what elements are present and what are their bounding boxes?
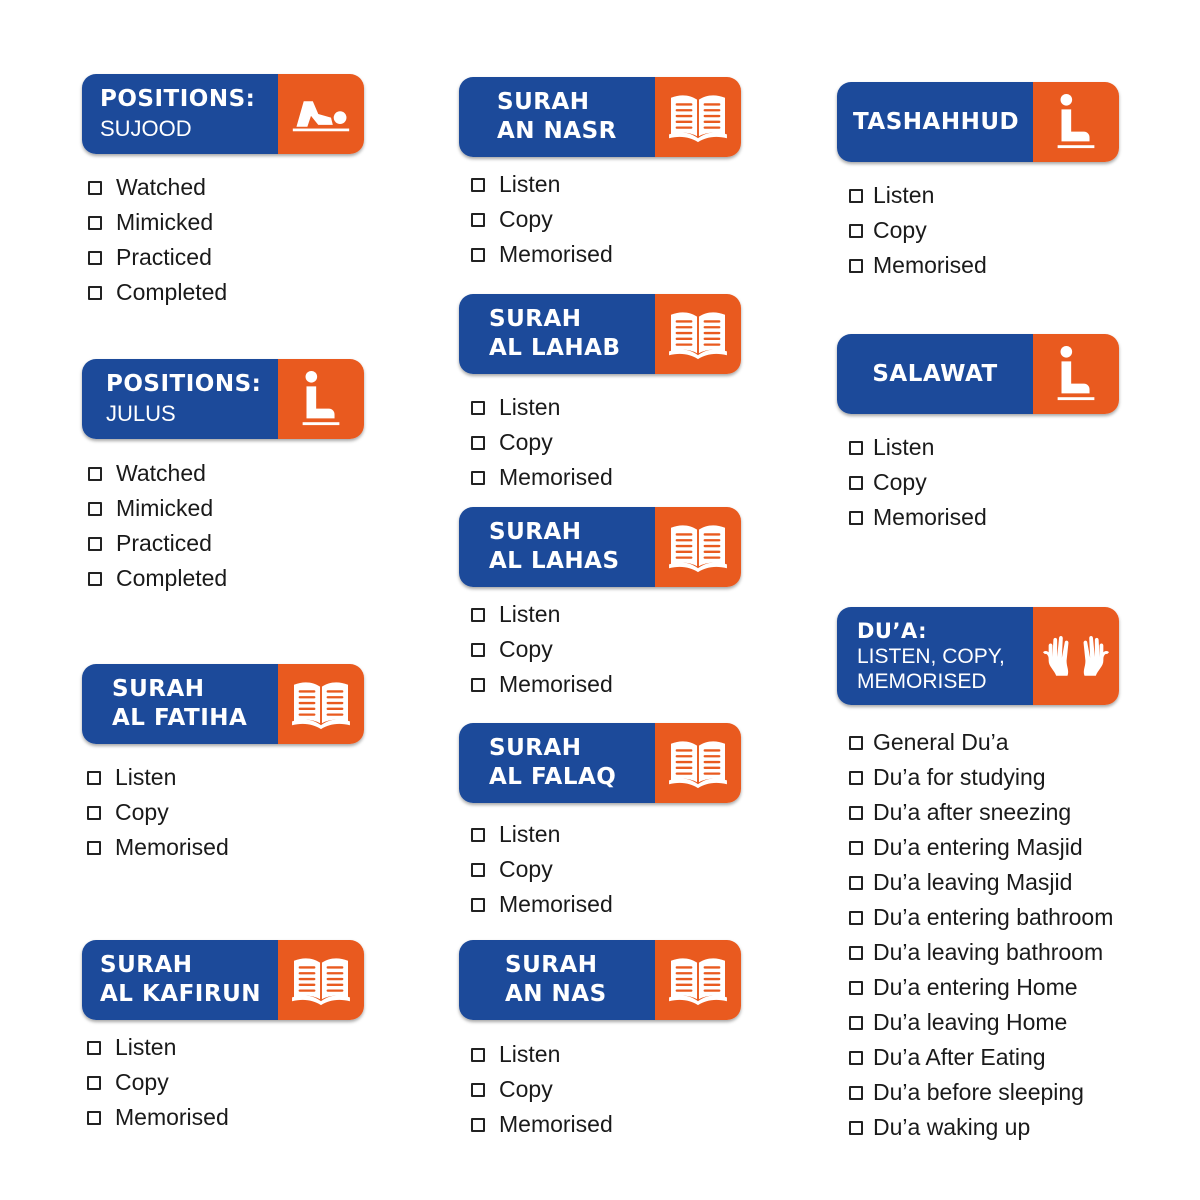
open-book-icon [667,953,729,1007]
checklist-item-label: Memorised [115,834,229,860]
checklist-item-label: Copy [115,1069,169,1095]
checkbox[interactable] [849,981,863,995]
raised-hands-icon [1043,632,1109,680]
checklist-item[interactable] [849,970,1119,1005]
badge-surah-al-lahab [459,294,741,374]
badge-icon-area [655,940,741,1020]
badge-title-bold: DU’A: [857,619,928,643]
checklist-item-label: Copy [499,636,553,662]
card-surah-al-lahas [459,507,741,702]
checklist-item-label: Copy [873,217,927,243]
checklist-item-label: Du’a leaving Home [873,1009,1068,1035]
checklist-item[interactable] [471,852,741,887]
open-book-icon [667,307,729,361]
checkbox[interactable] [471,401,485,415]
checklist [87,760,364,865]
checklist-item-label: Du’a before sleeping [873,1079,1084,1105]
checklist [849,178,1119,283]
badge-title-line2: AL FALAQ [489,764,617,790]
badge-icon-area [278,74,364,154]
checklist-item[interactable] [471,460,741,495]
badge-icon-area [655,507,741,587]
badge-title-text: SALAWAT [872,360,998,387]
checkbox[interactable] [849,876,863,890]
card-surah-al-lahab [459,294,741,495]
badge-title-bold: POSITIONS: [106,371,262,397]
badge-surah-an-nas [459,940,741,1020]
checkbox[interactable] [87,771,101,785]
checklist-item[interactable] [849,465,1119,500]
checklist-item-label: Du’a waking up [873,1114,1031,1140]
card-salawat [837,334,1119,535]
checklist-item-label: Copy [499,206,553,232]
checkbox[interactable] [471,178,485,192]
prostration-icon [291,94,351,134]
checkbox[interactable] [88,502,102,516]
checkbox[interactable] [471,1118,485,1132]
checklist-item[interactable] [471,390,741,425]
card-surah-al-falaq [459,723,741,922]
checkbox[interactable] [471,678,485,692]
checklist-item[interactable] [471,167,741,202]
checklist-item[interactable] [88,240,364,275]
open-book-icon [667,736,729,790]
checklist-item-label: Listen [499,171,561,197]
badge-title-line1: SURAH [489,306,582,332]
checklist-item[interactable] [471,202,741,237]
checkbox[interactable] [471,471,485,485]
checklist-item[interactable] [849,795,1119,830]
checklist-item-label: Listen [499,821,561,847]
card-surah-an-nas [459,940,741,1142]
badge-icon-area [655,77,741,157]
checklist-item-label: Listen [115,1034,177,1060]
open-book-icon [290,677,352,731]
badge-title-line1: SURAH [112,676,205,702]
checklist-item-label: Du’a After Eating [873,1044,1046,1070]
badge-title-line2: AL FATIHA [112,705,248,731]
card-surah-an-nasr [459,77,741,272]
checklist-item-label: Du’a entering Home [873,974,1078,1000]
badge-title [459,940,655,1020]
checklist-item-label: Copy [115,799,169,825]
checklist [471,167,741,272]
badge-icon-area [278,359,364,439]
checklist-item-label: Listen [115,764,177,790]
badge-surah-an-nasr [459,77,741,157]
checklist-item-label: Listen [873,434,935,460]
checkbox[interactable] [849,946,863,960]
badge-title-text: TASHAHHUD [853,108,1020,135]
badge-dua [837,607,1119,705]
checklist-item[interactable] [849,935,1119,970]
checklist-item[interactable] [849,1075,1119,1110]
badge-title-regular: JULUS [106,401,176,426]
checklist-item-label: Memorised [873,252,987,278]
badge-title [82,359,278,439]
checklist [849,430,1119,535]
badge-title [459,77,655,157]
checklist-item[interactable] [849,725,1119,760]
checklist-item-label: Watched [116,174,206,200]
checkbox[interactable] [471,643,485,657]
badge-icon-area [1033,82,1119,162]
badge-title-line3: MEMORISED [857,670,987,693]
card-dua [837,607,1119,1145]
checklist-item[interactable] [87,1100,364,1135]
badge-title [837,82,1033,162]
checklist-item[interactable] [849,1110,1119,1145]
badge-icon-area [1033,607,1119,705]
checkbox[interactable] [88,537,102,551]
checklist-item[interactable] [471,1107,741,1142]
checklist-item[interactable] [88,491,364,526]
checklist [471,1037,741,1142]
badge-title [459,507,655,587]
checkbox[interactable] [849,511,863,525]
checklist-item-label: General Du’a [873,729,1009,755]
badge-salawat [837,334,1119,414]
checklist-item[interactable] [88,526,364,561]
checklist-item-label: Du’a leaving Masjid [873,869,1073,895]
checklist-item[interactable] [88,170,364,205]
checkbox[interactable] [87,806,101,820]
sitting-icon [1054,345,1098,403]
badge-title-line2: AN NAS [505,981,607,1007]
checklist-item[interactable] [88,456,364,491]
badge-surah-al-kafirun [82,940,364,1020]
checklist-item-label: Du’a entering bathroom [873,904,1114,930]
checklist-item-label: Listen [873,182,935,208]
card-tashahhud [837,82,1119,283]
checklist-item[interactable] [471,1072,741,1107]
badge-surah-al-lahas [459,507,741,587]
checklist-item-label: Practiced [116,530,212,556]
badge-icon-area [278,664,364,744]
checklist-item-label: Copy [499,856,553,882]
badge-surah-al-falaq [459,723,741,803]
checklist [87,1030,364,1135]
card-surah-al-kafirun [82,940,364,1135]
checklist [471,597,741,702]
checkbox[interactable] [471,608,485,622]
card-positions-sujood [82,74,364,310]
checklist-item-label: Copy [873,469,927,495]
badge-icon-area [1033,334,1119,414]
checklist-item[interactable] [471,1037,741,1072]
badge-title-line2: AL LAHAS [489,548,620,574]
badge-title-line2: AN NASR [497,118,617,144]
checkbox[interactable] [849,911,863,925]
checklist-item-label: Practiced [116,244,212,270]
checklist-item-label: Memorised [499,464,613,490]
checkbox[interactable] [849,476,863,490]
checkbox[interactable] [849,841,863,855]
checkbox[interactable] [849,441,863,455]
sitting-icon [1054,93,1098,151]
badge-title-line2: LISTEN, COPY, [857,645,1005,668]
checkbox[interactable] [849,771,863,785]
badge-title-regular: SUJOOD [100,116,192,141]
badge-title-bold: POSITIONS: [100,86,256,112]
badge-title [459,294,655,374]
checklist-item[interactable] [87,830,364,865]
checkbox[interactable] [849,736,863,750]
badge-icon-area [655,723,741,803]
checklist-item-label: Memorised [499,891,613,917]
open-book-icon [667,90,729,144]
checklist-item[interactable] [849,248,1119,283]
checklist [88,456,364,596]
checkbox[interactable] [849,1051,863,1065]
checkbox[interactable] [849,1016,863,1030]
checklist-item-label: Completed [116,279,228,305]
checklist-item[interactable] [87,1030,364,1065]
checklist-item-label: Memorised [499,1111,613,1137]
badge-title [82,74,278,154]
badge-title-line1: SURAH [497,89,590,115]
checklist-item[interactable] [471,817,741,852]
checklist-item[interactable] [849,1005,1119,1040]
checklist-item-label: Memorised [115,1104,229,1130]
checkbox[interactable] [849,806,863,820]
checklist-item[interactable] [88,275,364,310]
badge-title [82,664,278,744]
badge-positions-julus [82,359,364,439]
checkbox[interactable] [87,1041,101,1055]
checklist-item-label: Listen [499,394,561,420]
checklist-item-label: Listen [499,1041,561,1067]
badge-title [837,334,1033,414]
checklist-item-label: Memorised [499,241,613,267]
badge-icon-area [655,294,741,374]
checklist-item[interactable] [849,178,1119,213]
checklist-item[interactable] [471,887,741,922]
checklist-item-label: Listen [499,601,561,627]
checklist-item-label: Du’a after sneezing [873,799,1072,825]
checklist-item[interactable] [849,900,1119,935]
checklist-item[interactable] [849,760,1119,795]
checkbox[interactable] [471,828,485,842]
checklist [471,817,741,922]
open-book-icon [290,953,352,1007]
checklist-item[interactable] [471,632,741,667]
checklist-item[interactable] [471,597,741,632]
badge-title-line1: SURAH [505,952,598,978]
checkbox[interactable] [88,572,102,586]
checkbox[interactable] [471,1083,485,1097]
checklist-item[interactable] [87,1065,364,1100]
checkbox[interactable] [471,213,485,227]
checkbox[interactable] [88,467,102,481]
checklist-item[interactable] [471,667,741,702]
open-book-icon [667,520,729,574]
checkbox[interactable] [87,1076,101,1090]
checklist-item-label: Copy [499,429,553,455]
checkbox[interactable] [88,216,102,230]
badge-title-line1: SURAH [100,952,193,978]
badge-title-line2: AL KAFIRUN [100,981,261,1007]
badge-title [82,940,278,1020]
checklist-item[interactable] [849,213,1119,248]
checklist-item-label: Copy [499,1076,553,1102]
checklist-item[interactable] [471,425,741,460]
card-positions-julus [82,359,364,596]
checkbox[interactable] [87,841,101,855]
checkbox[interactable] [471,436,485,450]
checklist-item[interactable] [849,500,1119,535]
checklist-item[interactable] [849,865,1119,900]
checkbox[interactable] [87,1111,101,1125]
checklist-item[interactable] [849,430,1119,465]
checkbox[interactable] [88,181,102,195]
checklist-item[interactable] [87,795,364,830]
badge-icon-area [278,940,364,1020]
checkbox[interactable] [849,259,863,273]
checkbox[interactable] [849,224,863,238]
checklist [88,170,364,310]
checklist-item-label: Du’a entering Masjid [873,834,1083,860]
checklist-item[interactable] [849,830,1119,865]
checkbox[interactable] [471,1048,485,1062]
badge-positions-sujood [82,74,364,154]
card-surah-al-fatiha [82,664,364,865]
checkbox[interactable] [849,1121,863,1135]
checklist-item[interactable] [87,760,364,795]
checklist-item-label: Du’a for studying [873,764,1046,790]
badge-title [459,723,655,803]
checklist-item-label: Completed [116,565,228,591]
checkbox[interactable] [471,863,485,877]
checklist [471,390,741,495]
checklist-item-label: Memorised [499,671,613,697]
badge-title-line1: SURAH [489,735,582,761]
badge-tashahhud [837,82,1119,162]
checkbox[interactable] [471,248,485,262]
checklist-item-label: Watched [116,460,206,486]
checkbox[interactable] [849,189,863,203]
checklist-item-label: Mimicked [116,209,214,235]
checkbox[interactable] [471,898,485,912]
checklist-item-label: Memorised [873,504,987,530]
checkbox[interactable] [88,251,102,265]
checklist-item[interactable] [88,205,364,240]
badge-title-line2: AL LAHAB [489,335,621,361]
badge-title [837,607,1033,705]
checklist-item-label: Mimicked [116,495,214,521]
checklist-item[interactable] [471,237,741,272]
badge-title-line1: SURAH [489,519,582,545]
checkbox[interactable] [849,1086,863,1100]
checklist-item[interactable] [88,561,364,596]
checklist [849,725,1119,1145]
checklist-item[interactable] [849,1040,1119,1075]
sitting-icon [299,370,343,428]
checkbox[interactable] [88,286,102,300]
checklist-item-label: Du’a leaving bathroom [873,939,1104,965]
badge-surah-al-fatiha [82,664,364,744]
